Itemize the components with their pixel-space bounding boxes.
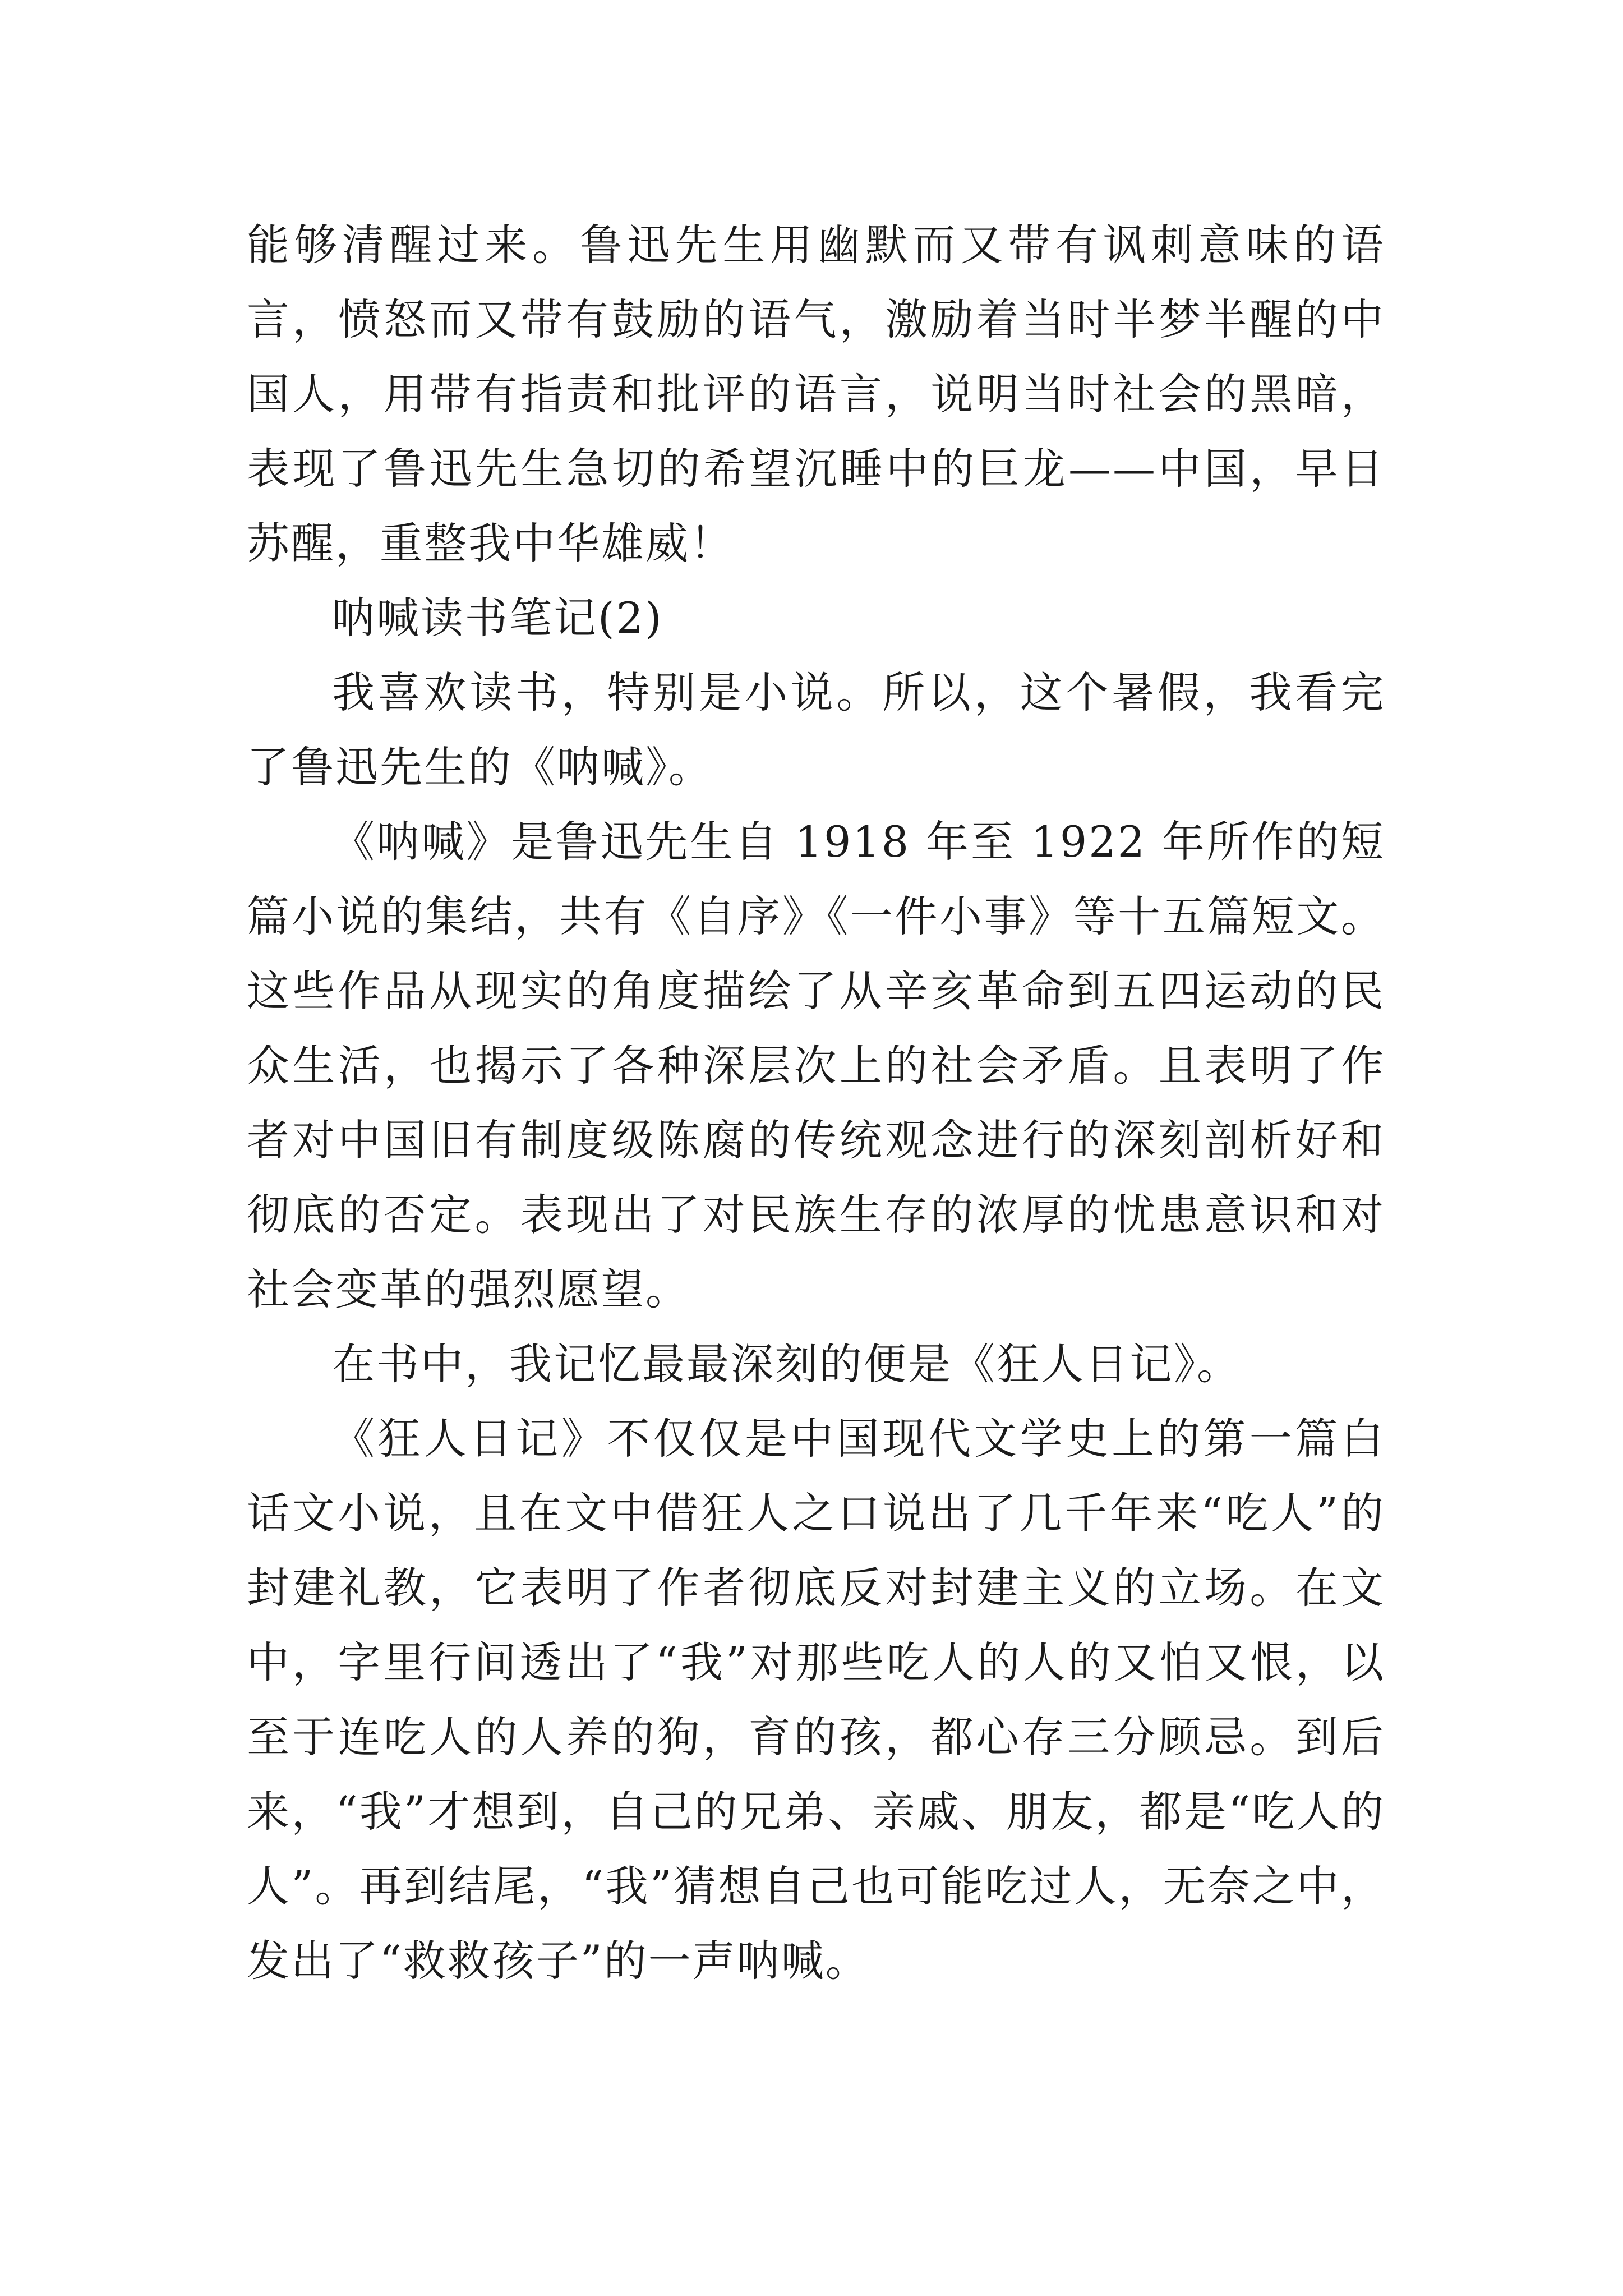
document-body [247,208,1385,1998]
section-heading: 呐喊读书笔记(2) [332,593,663,643]
paragraph-continuation: 能够清醒过来。鲁迅先生用幽默而又带有讽刺意味的语言，愤怒而又带有鼓励的语气，激励着当时半梦半醒的中国人，用带有指责和批评的语言，说明当时社会的黑暗，表现了鲁迅先生急切的希望沉睡中的巨龙——中国，早日苏醒，重整我中华雄威！ [247,220,1385,568]
paragraph-favorite-story: 在书中，我记忆最最深刻的便是《狂人日记》。 [332,1339,1241,1389]
paragraph-diary-analysis: 《狂人日记》不仅仅是中国现代文学史上的第一篇白话文小说，且在文中借狂人之口说出了几千年来“吃人”的封建礼教，它表明了作者彻底反对封建主义的立场。在文中，字里行间透出了“我”对那些吃人的人的又怕又恨，以至于连吃人的人养的狗，育的孩，都心存三分顾忌。到后来，“我”才想到，自己的兄弟、亲戚、朋友，都是“吃人的人”。再到结尾，“我”猜想自己也可能吃过人，无奈之中，发出了“救救孩子”的一声呐喊。 [247,1414,1385,1986]
paragraph-intro: 我喜欢读书，特别是小说。所以，这个暑假，我看完了鲁迅先生的《呐喊》。 [247,668,1385,792]
paragraph-book-summary: 《呐喊》是鲁迅先生自 1918 年至 1922 年所作的短篇小说的集结，共有《自序》《一件小事》等十五篇短文。这些作品从现实的角度描绘了从辛亥革命到五四运动的民众生活，也揭示了各种深层次上的社会矛盾。且表明了作者对中国旧有制度级陈腐的传统观念进行的深刻剖析好和彻底的否定。表现出了对民族生存的浓厚的忧患意识和对社会变革的强烈愿望。 [247,817,1385,1314]
